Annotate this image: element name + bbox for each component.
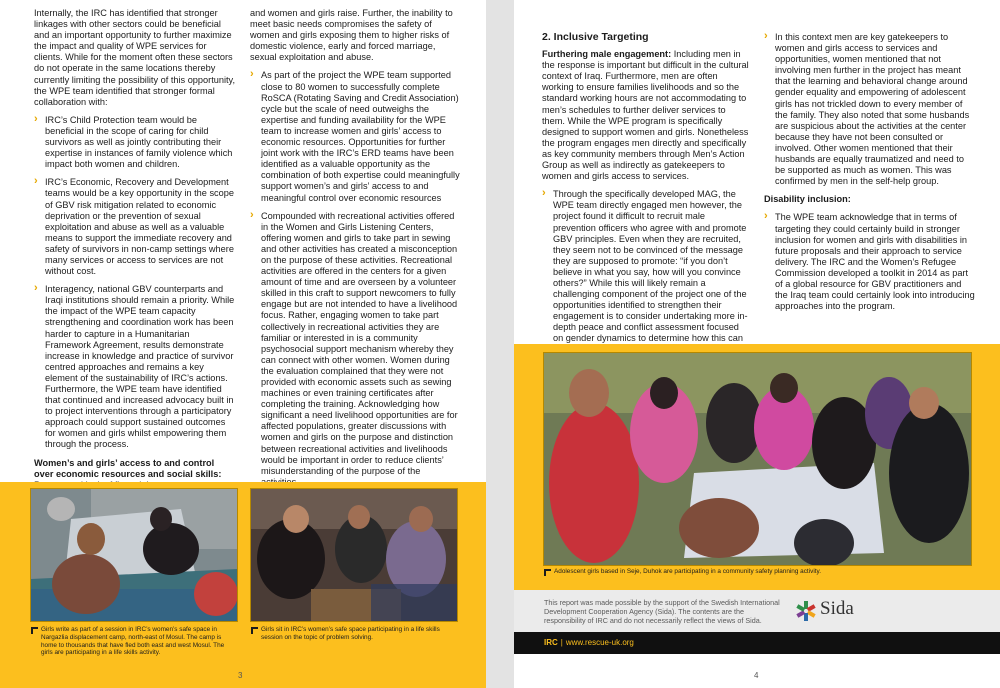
list-item: › Interagency, national GBV counterparts and Iraqi institutions should remain a priority. While the impact of the WPE team capacity strengthening and coordination work has been harder to capture in a Humanitarian Framework Agreement, results demonstrate increase in knowledge and practice of survivor centred approaches and remains a key element of the sustainability of IRC’s actions. Furthermore, the WPE team have identified that continued and increased advocacy built in to project interventions through a participatory approach could support sustained outcomes for women and girls whilst empowering them through the process. [34, 284, 236, 450]
photo-girls-sitting [250, 488, 458, 622]
disability-subhead: Disability inclusion: [764, 194, 851, 205]
list-item: › Through the specifically developed MAG, the WPE team directly engaged men however, the project found it difficult to recruit male prevention officers who agree with and promote GBV principles. Even when they are recruited, they seem not to be convinced of the message they are supposed to promote: “if you don’t believe in what you say, how will you convince others?” While this will likely remain a challenging component of the project one of the opportunities identified to strengthen their engagement is to consider undertaking more in-depth peace and conflict assessment focused on gender dynamics to determine how this can [542, 189, 750, 367]
photo-girls-writing [30, 488, 238, 622]
sida-logo-icon [795, 600, 817, 622]
photo-caption [544, 568, 964, 576]
footer-separator: | [560, 638, 563, 647]
photo-caption-1 [31, 626, 236, 657]
caption-corner-icon [544, 569, 551, 576]
bullet-list [250, 70, 460, 487]
list-item: › In this context men are key gatekeepers to women and girls access to services and opportunities, women mentioned that not involving men further in the project has meant that the learning and behavioral change around gender equality and empowering of adolescent girls has not trickled down to every member of the family. They also noted that some husbands are suspicious about the activities at the center because they have not been consulted or involved. Other women mentioned that their husbands are equally traumatized and need to be supported as much as women. This was confirmed by men in the self-help group. [764, 32, 976, 187]
subhead: Furthering male engagement: [542, 49, 672, 60]
page-number: 4 [754, 671, 759, 680]
caption-text: Girls sit in IRC’s women’s safe space participating in a life skills session on the topic of problem solving. [261, 626, 440, 641]
list-item: › Compounded with recreational activities offered in the Women and Girls Listening Centers, offering women and girls to take part in sewing and other activities has created a misconception on the purpose of these activities. Recreational activities are offered in the centers for a given amount of time and are overseen by a volunteer skilled in this craft to support newcomers to fully engage but are not intended to have a livelihood focus. Rather, engaging women to take part collectively in recreational activities they are familiar or interested in is a community psychosocial support mechanism whereby they can connect with other women. Women during the evaluation complained that they were not provided with economic assets such as sewing machines or even training certificates after completing the training. Acknowledging how significant a need livelihood opportunities are for affected populations, greater discussions with women and girls on the purpose and distinction between recreational activities and livelihoods would be important in order to reduce clients’ misunderstanding of the purpose of the [250, 211, 460, 488]
photo-caption-2 [251, 626, 456, 642]
caption-corner-icon [251, 627, 258, 634]
bullet-list [542, 189, 750, 367]
bullet-list [34, 115, 236, 451]
photo-girls-sitting-image [251, 489, 457, 621]
footer-org: IRC [544, 638, 558, 647]
footer-line [544, 638, 634, 647]
right-column-2 [764, 32, 976, 319]
left-column-1 [34, 8, 236, 520]
funder-note: This report was made possible by the support of the Swedish International Development Cooperation Agency (Sida). The contents are the responsibility of IRC and do not necessarily reflect the views of Sida. [544, 598, 780, 625]
sida-logo-text: Sida [820, 598, 854, 619]
list-item: › IRC’s Child Protection team would be beneficial in the scope of caring for child survivors as well as jointly contributing their expertise in instances of family violence which impact both women and children. [34, 115, 236, 170]
left-page [0, 0, 486, 688]
footer-url[interactable]: www.rescue-uk.org [565, 638, 634, 647]
photo-adolescent-girls-image [544, 353, 971, 565]
photo-girls-writing-image [31, 489, 237, 621]
page-number: 3 [238, 671, 243, 680]
bullet-list [764, 212, 976, 312]
right-page [514, 0, 1000, 688]
list-item: › IRC’s Economic, Recovery and Development teams would be a key opportunity in the scope of GBV risk mitigation related to economic deprivation or the prevention of sexual exploitation and abuse as well as a valuable means to support the immediate recovery and safety of survivors in non-camp settings where many services or access to services are not without cost. [34, 177, 236, 277]
subhead: Women’s and girls’ access to and control over economic resources and social skills: [34, 457, 222, 479]
intro-paragraph: Internally, the IRC has identified that stronger linkages with other sectors could be beneficial and an important opportunity to further maximize the impact and quality of WPE services for clients. While for the moment often these sectors do not operate in the same locations thereby currently limiting the possibility of this opportunity, the WPE team identified that stronger formal collaboration with: [34, 8, 236, 107]
caption-corner-icon [31, 627, 38, 634]
male-engagement-paragraph [542, 49, 750, 182]
bullet-list [764, 32, 976, 187]
section-heading: 2. Inclusive Targeting [542, 31, 649, 43]
continuation-paragraph: and women and girls raise. Further, the inability to meet basic needs compromises the safety of women and girls exposing them to higher risks of domestic violence, early and forced marriage, sexual exploitation and abuse. [250, 8, 453, 63]
caption-text: Adolescent girls based in Seje, Duhok are participating in a community safety planning activity. [554, 568, 822, 575]
paragraph-text: Including men in the response is important but difficult in the cultural context of Iraq. Furthermore, men are often working to ensure families livelihoods and so the standard working hours are not accommodating to men’s schedules to further deliver services to them. While the WPE program is specifically designed to support women and girls. Nonetheless the program engages men directly and specifically as key community members through Men’s Action Group as well as indirectly as gatekeepers to women and girls access to services. [542, 49, 749, 182]
photo-adolescent-girls [543, 352, 972, 566]
right-column-1 [542, 32, 750, 374]
caption-text: Girls write as part of a session in IRC’s women’s safe space in Nargazlia displacement camp, north-east of Mosul. The camp is home to thousands that have fled both east and west Mosul. The girls are participating in a life skills activity. [41, 626, 225, 657]
list-item: › As part of the project the WPE team supported close to 80 women to successfully complete RoSCA (Rotating Saving and Credit Association) cycle but the scale of need outweighs the expertise and funding availability for the WPE team to increase women and girls’ access to economic resources. Opportunities for further joint work with the IRC’s ERD teams have been identified as a valuable opportunity as the combination of both expertise could meaningfully support women’s and girls’ access to and meaningful control over economic resources [250, 70, 460, 203]
left-column-2 [250, 8, 460, 495]
list-item: › The WPE team acknowledge that in terms of targeting they could certainly build in stronger inclusion for women and girls with disabilities in future proposals and their approach to service delivery. The IRC and the Women’s Refugee Commission developed a toolkit in 2014 as part of a global resource for GBV practitioners and the Iraq team could certainly look into introducing approaches into the program. [764, 212, 976, 312]
